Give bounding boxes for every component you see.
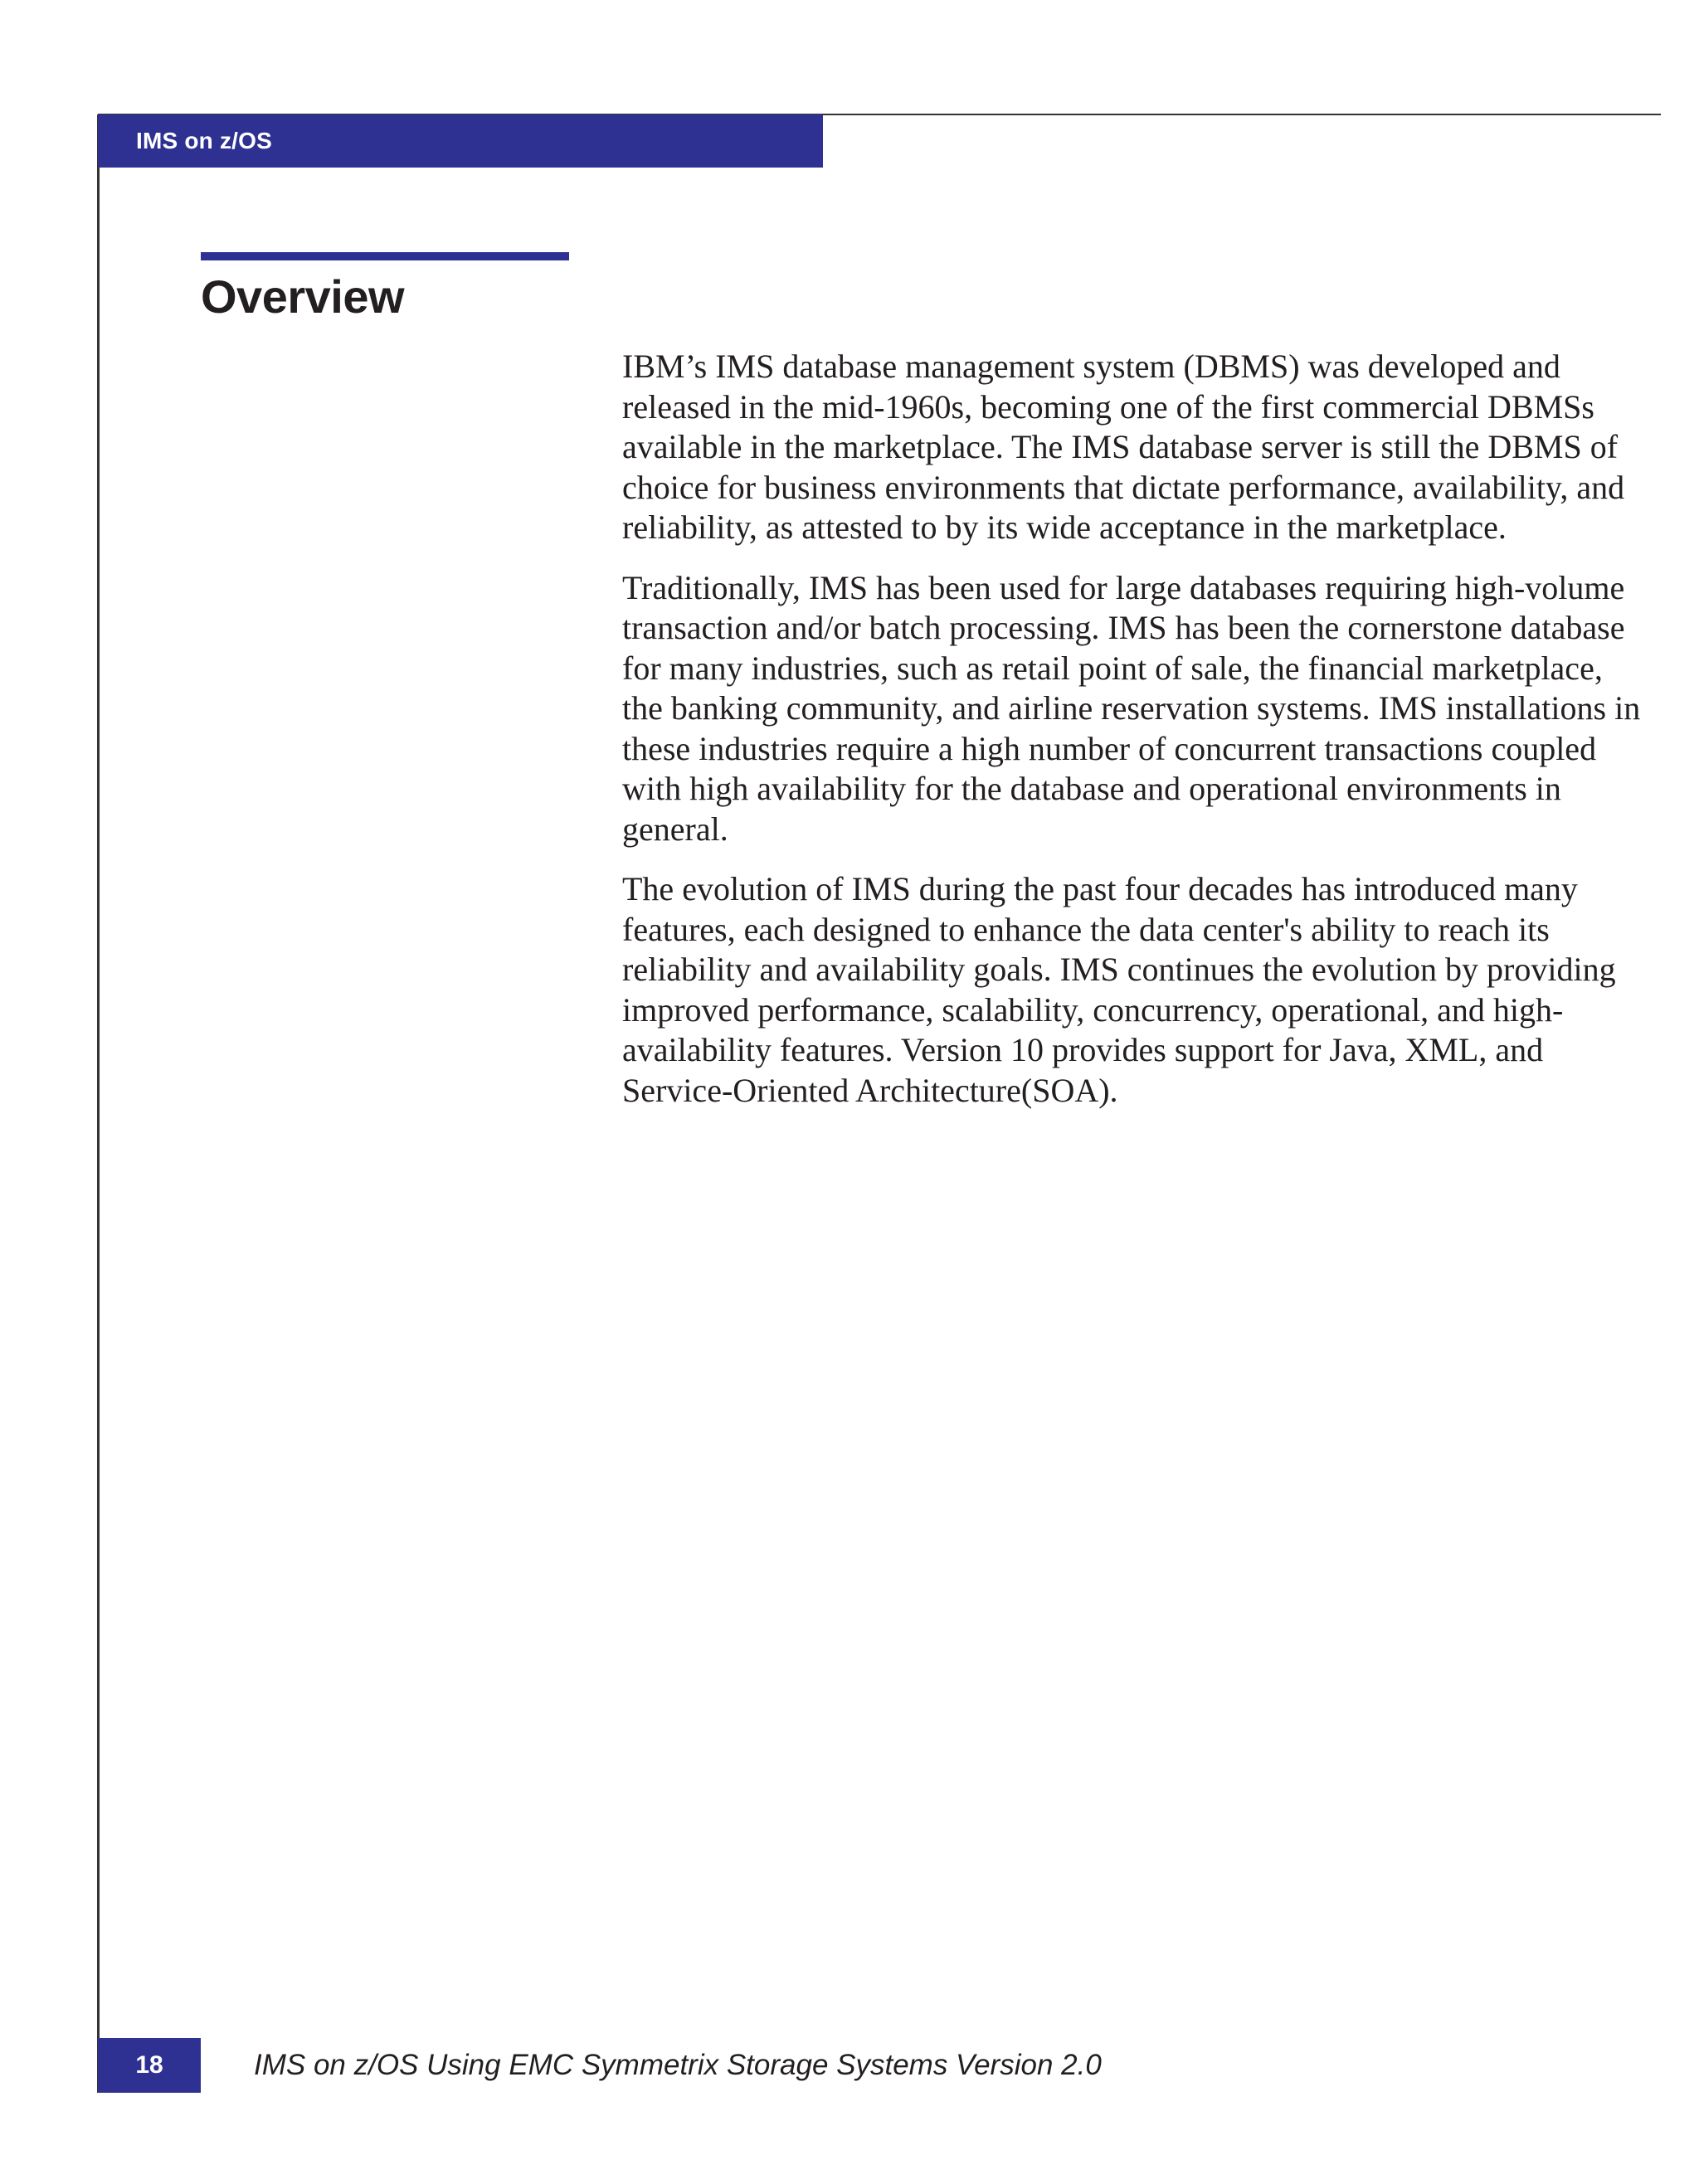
section-title: Overview bbox=[201, 270, 405, 323]
running-header-title: IMS on z/OS bbox=[136, 128, 272, 153]
body-text bbox=[622, 347, 1651, 1131]
section-title-bar bbox=[201, 252, 569, 260]
paragraph: Traditionally, IMS has been used for large databases requiring high-volume transaction and/or batch processing. IMS has been the cornerstone database for many industries, such as retail point of sale, the financial marketplace, the banking community, and airline reservation systems. IMS installations in these industries require a high number of concurrent transactions coupled with high availability for the database and operational environments in general. bbox=[622, 568, 1641, 848]
paragraph: IBM’s IMS database management system (DBMS) was developed and released in the mid-1960s, becoming one of the first commercial DBMSs available in the marketplace. The IMS database server is still the DBMS of choice for business environments that dictate performance, availability, and reliability, as attested to by its wide acceptance in the marketplace. bbox=[622, 348, 1625, 546]
footer-book-title: IMS on z/OS Using EMC Symmetrix Storage Systems Version 2.0 bbox=[254, 2049, 1102, 2081]
page-number: 18 bbox=[98, 2038, 201, 2093]
paragraph: The evolution of IMS during the past four decades has introduced many features, each designed to enhance the data center's ability to reach its reliability and availability goals. IMS continues the evolution by providing improved performance, scalability, concurrency, operational, and high-availability features. Version 10 provides support for Java, XML, and Service-Oriented Architecture(SOA). bbox=[622, 870, 1616, 1109]
running-header bbox=[98, 114, 823, 168]
left-margin-rule bbox=[97, 114, 100, 2093]
